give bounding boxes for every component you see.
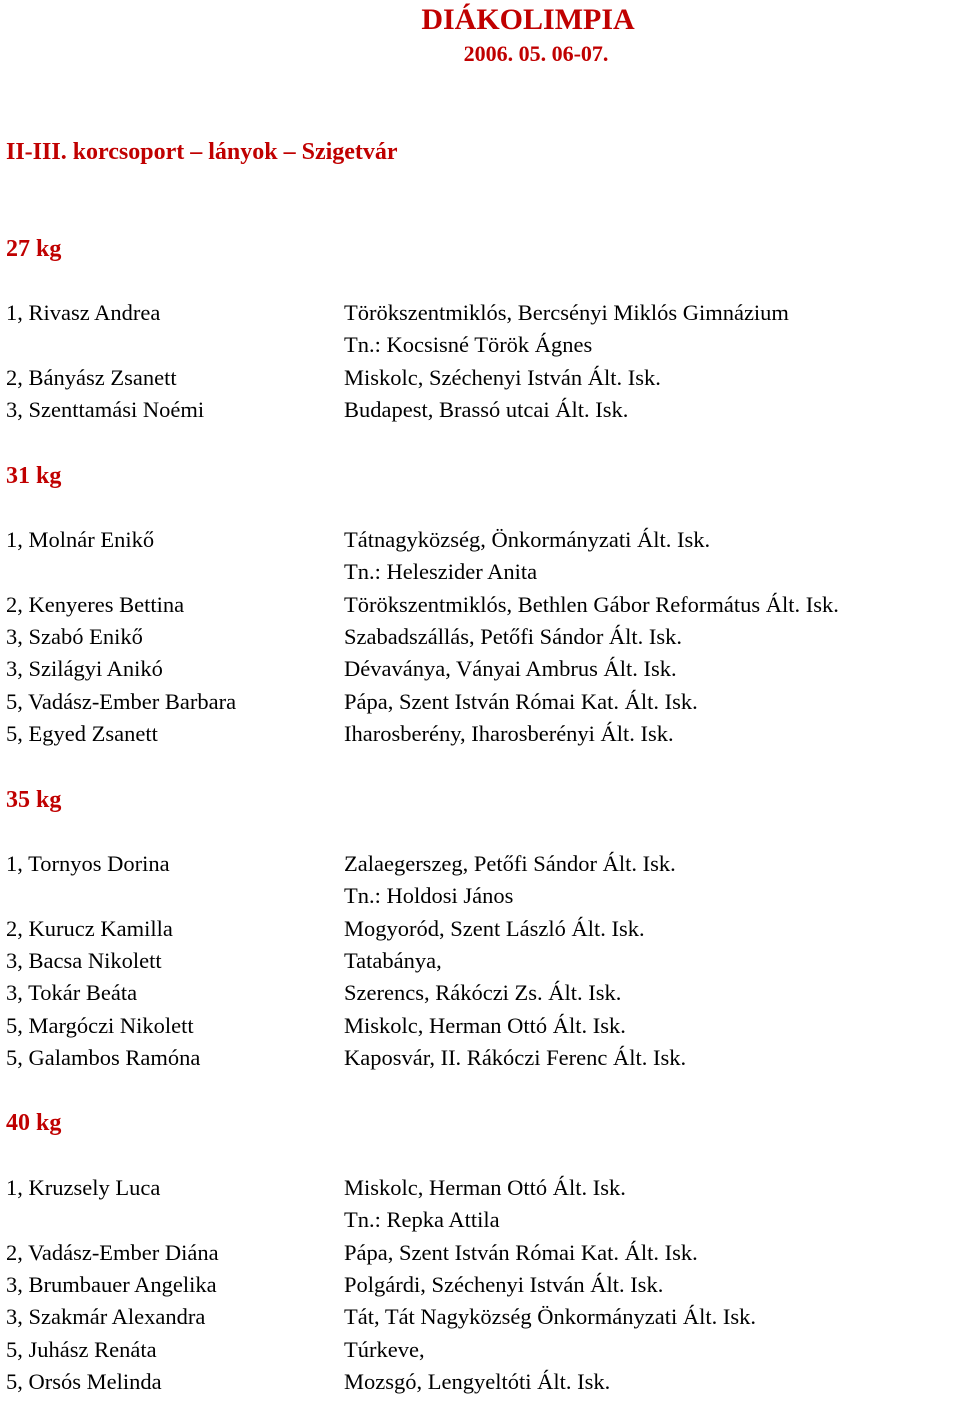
competitor-school: Kaposvár, II. Rákóczi Ferenc Ált. Isk. (344, 1045, 687, 1070)
competitor-school: Miskolc, Herman Ottó Ált. Isk. (344, 1175, 626, 1200)
result-row (6, 1237, 960, 1269)
competitor-school: Túrkeve, (344, 1337, 425, 1362)
result-row (6, 880, 960, 912)
competitor-name: 5, Orsós Melinda (6, 1369, 162, 1394)
competitor-name: 5, Galambos Ramóna (6, 1045, 201, 1070)
result-row (6, 1301, 960, 1333)
result-row (6, 1334, 960, 1366)
coach-line: Tn.: Holdosi János (344, 883, 514, 908)
result-row (6, 1269, 960, 1301)
document-title: DIÁKOLIMPIA (421, 3, 635, 36)
competitor-school: Dévaványa, Ványai Ambrus Ált. Isk. (344, 656, 677, 681)
result-row (6, 945, 960, 977)
competitor-school: Szerencs, Rákóczi Zs. Ált. Isk. (344, 980, 622, 1005)
result-row (6, 1204, 960, 1236)
result-row (6, 1042, 960, 1074)
competitor-name: 5, Vadász-Ember Barbara (6, 689, 237, 714)
competitor-name: 1, Kruzsely Luca (6, 1175, 161, 1200)
competitor-name: 1, Molnár Enikő (6, 527, 155, 552)
result-row (6, 1366, 960, 1398)
competitor-name: 5, Juhász Renáta (6, 1337, 157, 1362)
competitor-school: Tátnagyközség, Önkormányzati Ált. Isk. (344, 527, 711, 552)
result-row (6, 653, 960, 685)
event-date: 2006. 05. 06-07. (463, 41, 609, 66)
competitor-name: 3, Szakmár Alexandra (6, 1304, 206, 1329)
competitor-school: Miskolc, Herman Ottó Ált. Isk. (344, 1013, 626, 1038)
competitor-school: Budapest, Brassó utcai Ált. Isk. (344, 397, 629, 422)
competitor-school: Pápa, Szent István Római Kat. Ált. Isk. (344, 1240, 698, 1265)
result-row (6, 329, 960, 361)
competitor-school: Törökszentmiklós, Bethlen Gábor Református Ált. Isk. (344, 592, 839, 617)
competitor-school: Mogyoród, Szent László Ált. Isk. (344, 916, 645, 941)
result-row (6, 718, 960, 750)
category-heading-27kg: 27 kg (6, 236, 62, 262)
result-row (6, 589, 960, 621)
competitor-school: Tát, Tát Nagyközség Önkormányzati Ált. Isk. (344, 1304, 756, 1329)
result-row (6, 1010, 960, 1042)
result-row (6, 394, 960, 426)
result-row (6, 977, 960, 1009)
result-row (6, 362, 960, 394)
competitor-school: Mozsgó, Lengyeltóti Ált. Isk. (344, 1369, 611, 1394)
result-row (6, 297, 960, 329)
result-row (6, 913, 960, 945)
section-subtitle: II-III. korcsoport – lányok – Szigetvár (6, 139, 398, 165)
competitor-name: 2, Kurucz Kamilla (6, 916, 173, 941)
coach-line: Tn.: Repka Attila (344, 1207, 500, 1232)
competitor-school: Törökszentmiklós, Bercsényi Miklós Gimnázium (344, 300, 789, 325)
competitor-name: 1, Tornyos Dorina (6, 851, 170, 876)
category-heading-40kg: 40 kg (6, 1110, 62, 1136)
competitor-name: 2, Kenyeres Bettina (6, 592, 185, 617)
competitor-school: Tatabánya, (344, 948, 442, 973)
competitor-name: 5, Margóczi Nikolett (6, 1013, 194, 1038)
competitor-school: Miskolc, Széchenyi István Ált. Isk. (344, 365, 661, 390)
coach-line: Tn.: Kocsisné Török Ágnes (344, 332, 593, 357)
competitor-school: Iharosberény, Iharosberényi Ált. Isk. (344, 721, 674, 746)
competitor-school: Zalaegerszeg, Petőfi Sándor Ált. Isk. (344, 851, 676, 876)
competitor-name: 2, Vadász-Ember Diána (6, 1240, 219, 1265)
result-row (6, 621, 960, 653)
category-heading-31kg: 31 kg (6, 463, 62, 489)
competitor-school: Szabadszállás, Petőfi Sándor Ált. Isk. (344, 624, 683, 649)
competitor-name: 3, Szabó Enikő (6, 624, 143, 649)
result-row (6, 848, 960, 880)
competitor-school: Pápa, Szent István Római Kat. Ált. Isk. (344, 689, 698, 714)
competitor-name: 1, Rivasz Andrea (6, 300, 161, 325)
result-row (6, 686, 960, 718)
result-row (6, 524, 960, 556)
competitor-name: 2, Bányász Zsanett (6, 365, 177, 390)
coach-line: Tn.: Heleszider Anita (344, 559, 538, 584)
result-row (6, 556, 960, 588)
competitor-name: 3, Tokár Beáta (6, 980, 138, 1005)
category-heading-35kg: 35 kg (6, 787, 62, 813)
competitor-name: 3, Brumbauer Angelika (6, 1272, 217, 1297)
competitor-name: 3, Szilágyi Anikó (6, 656, 163, 681)
result-row (6, 1172, 960, 1204)
competitor-name: 3, Szenttamási Noémi (6, 397, 205, 422)
competitor-name: 5, Egyed Zsanett (6, 721, 158, 746)
competitor-school: Polgárdi, Széchenyi István Ált. Isk. (344, 1272, 664, 1297)
competitor-name: 3, Bacsa Nikolett (6, 948, 162, 973)
